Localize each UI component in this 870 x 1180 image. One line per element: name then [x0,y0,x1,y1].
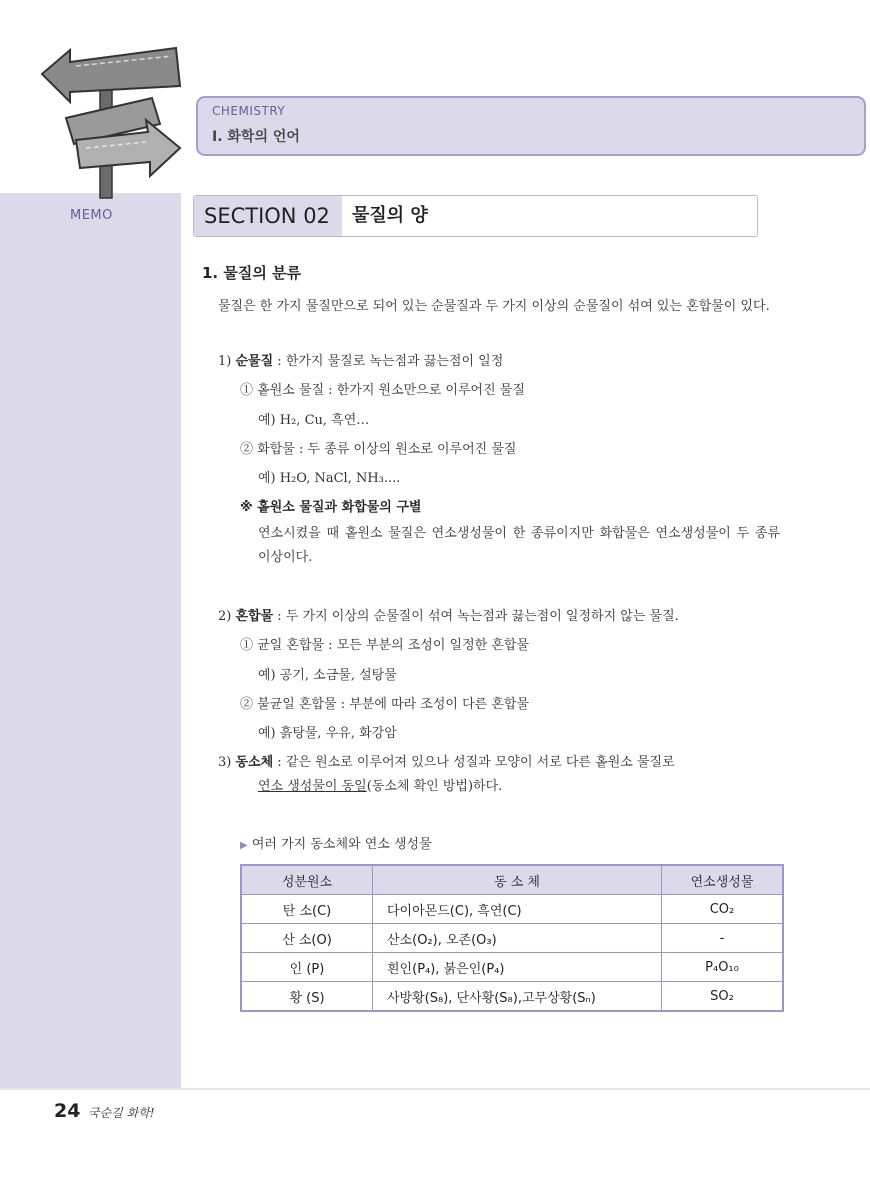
col-header-element: 성분원소 [241,865,373,895]
example-heterogeneous: 예) 흙탕물, 우유, 화강암 [258,726,397,741]
chapter-header [196,96,866,156]
item-description: : 같은 원소로 이루어져 있으나 성질과 모양이 서로 다른 홑원소 물질로 [273,755,675,770]
page-number: 24 [54,1100,81,1122]
cell-product: SO₂ [662,982,784,1012]
cell-allotrope: 산소(O₂), 오존(O₃) [373,924,662,953]
term-allotrope: 동소체 [235,755,274,770]
item-number: 2) [218,609,232,624]
signpost-arrows-icon [36,40,186,200]
table-row [241,982,783,1012]
cell-product: CO₂ [662,895,784,924]
term-pure-substance: 순물질 [235,354,274,369]
item-mixture [218,605,679,624]
example-homogeneous: 예) 공기, 소금물, 설탕물 [258,668,397,683]
cell-allotrope: 흰인(P₄), 붉은인(P₄) [373,953,662,982]
example-compound: 예) H₂O, NaCl, NH₃.... [258,471,401,486]
triangle-bullet-icon: ▶ [240,840,248,851]
section-title: 물질의 양 [352,205,428,226]
section-number: SECTION 02 [194,196,342,236]
intro-paragraph: 물질은 한 가지 물질만으로 되어 있는 순물질과 두 가지 이상의 순물질이 섞여 있는 혼합물이 있다. [218,299,770,314]
col-header-allotrope: 동 소 체 [373,865,662,895]
cell-allotrope: 다이아몬드(C), 흑연(C) [373,895,662,924]
item-allotrope [218,751,675,770]
subitem-compound: ② 화합물 : 두 종류 이상의 원소로 이루어진 물질 [240,442,517,457]
subitem-heterogeneous: ② 불균일 혼합물 : 부분에 따라 조성이 다른 혼합물 [240,697,530,712]
term-mixture: 혼합물 [235,609,274,624]
underlined-phrase: 연소 생성물이 동일 [258,779,367,794]
allotrope-table [240,864,784,1012]
section-header [193,195,758,237]
col-header-product: 연소생성물 [662,865,784,895]
cell-product: - [662,924,784,953]
item-description: : 두 가지 이상의 순물질이 섞여 녹는점과 끓는점이 일정하지 않는 물질. [273,609,679,624]
footer-divider [0,1088,870,1090]
cell-element: 산 소(O) [241,924,373,953]
item-pure-substance [218,350,503,369]
subitem-element: ① 홑원소 물질 : 한가지 원소만으로 이루어진 물질 [240,383,525,398]
chapter-subject: CHEMISTRY [212,104,286,118]
memo-column [0,193,181,1088]
note-title: ※ 홑원소 물질과 화합물의 구별 [240,500,422,515]
table-header-row [241,865,783,895]
note-body: 연소시켰을 때 홑원소 물질은 연소생성물이 한 종류이지만 화합물은 연소생성물이 두 종류 이상이다. [258,526,780,565]
table-row [241,895,783,924]
book-title: 국순길 화학! [88,1106,155,1120]
cell-element: 황 (S) [241,982,373,1012]
topic-heading: 1. 물질의 분류 [202,264,302,282]
memo-label: MEMO [70,208,113,223]
table-caption-text: 여러 가지 동소체와 연소 생성물 [251,837,432,852]
item-description: : 한가지 물질로 녹는점과 끓는점이 일정 [273,354,504,369]
cell-allotrope: 사방황(S₈), 단사황(S₈),고무상황(Sₙ) [373,982,662,1012]
table-row [241,924,783,953]
table-caption [240,833,432,852]
table-row [241,953,783,982]
example-element: 예) H₂, Cu, 흑연… [258,413,370,428]
item-number: 1) [218,354,232,369]
subitem-homogeneous: ① 균일 혼합물 : 모든 부분의 조성이 일정한 혼합물 [240,638,530,653]
cell-element: 탄 소(C) [241,895,373,924]
allotrope-tail: (동소체 확인 방법)하다. [366,779,503,794]
chapter-title: Ⅰ. 화학의 언어 [212,129,300,145]
cell-element: 인 (P) [241,953,373,982]
cell-product: P₄O₁₀ [662,953,784,982]
item-number: 3) [218,755,232,770]
allotrope-continuation [258,775,502,794]
